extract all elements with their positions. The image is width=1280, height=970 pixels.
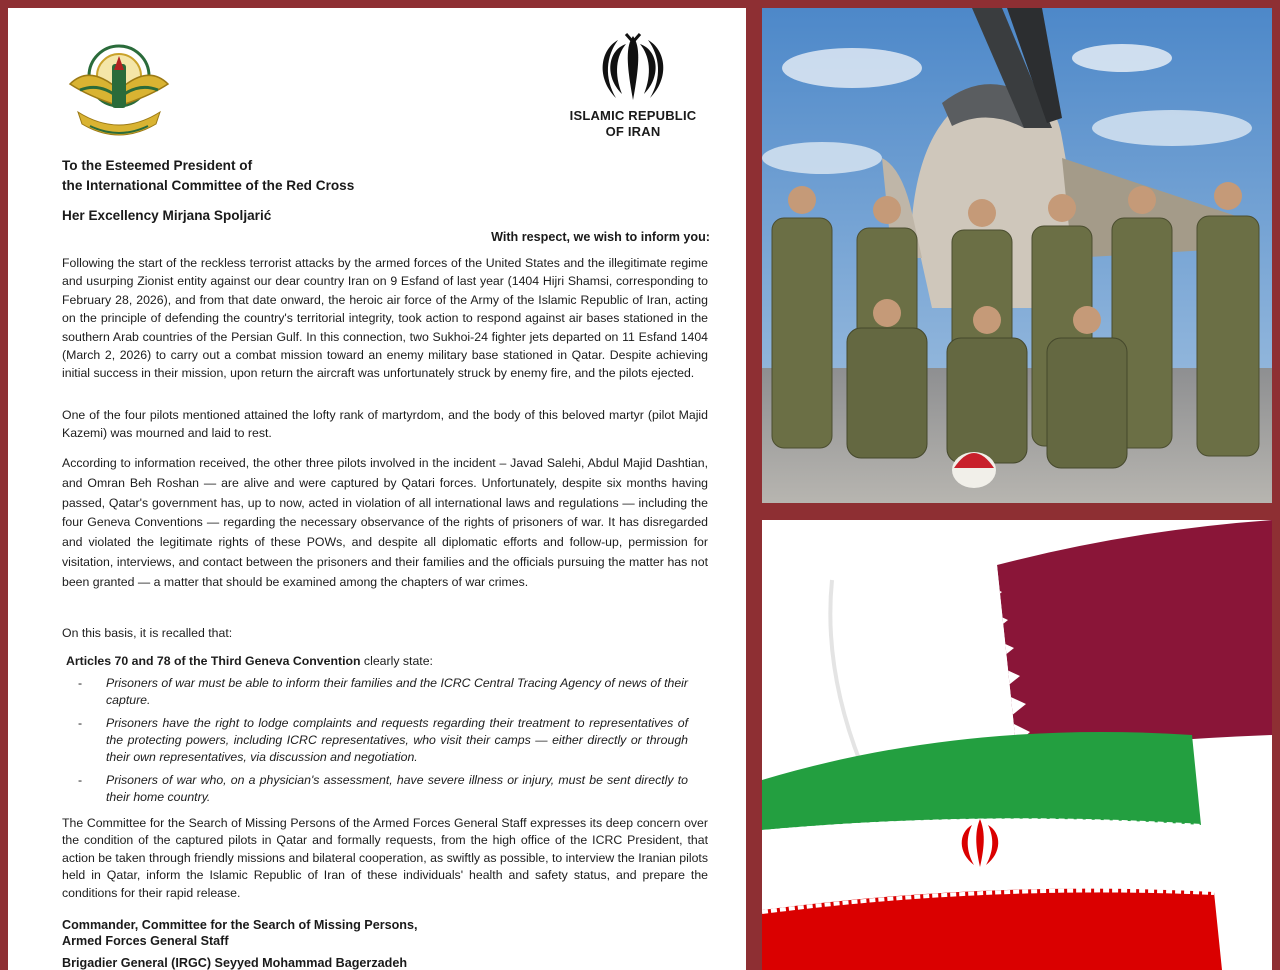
salutation: Her Excellency Mirjana Spoljarić	[62, 208, 272, 223]
flags-art	[762, 520, 1272, 970]
armed-forces-emblem-icon	[60, 34, 178, 152]
bullet-1-text: Prisoners of war must be able to inform their families and the ICRC Central Tracing Agency of news of their capture.	[106, 676, 688, 708]
recipient-line-1: To the Esteemed President of	[62, 158, 253, 173]
paragraph-5: The Committee for the Search of Missing Persons of the Armed Forces General Staff expresses its deep concern over the condition of the captured pilots in Qatar and formally requests, from the high office of the ICRC President, that action be taken through friendly missions and bilateral cooperation, as swiftly as possible, to interview the Iranian pilots held in Qatar, inform the Islamic Republic of Iran of these individuals' health and safety status, and prepare the conditions for their rapid release.	[62, 816, 708, 900]
paragraph-1: Following the start of the reckless terrorist attacks by the armed forces of the United States and the illegitimate regime and usurping Zionist entity against our dear country Iran on 9 Esfand of last year (1404 Hijri Shamsi, corresponding to February 28, 2026), and from that date onward, the heroic air force of the Army of the Islamic Republic of Iran, acting on the principle of defending the country's territorial integrity, took action to respond against air bases stationed in the southern Arab countries of the Persian Gulf. In this connection, two Sukhoi-24 fighter jets departed on 11 Esfand 1404 (March 2, 2026) to carry out a combat mission toward an enemy military base stationed in Qatar. Despite achieving initial success in their mission, upon return the aircraft was unfortunately struck by enemy fire, and the pilots ejected.	[62, 256, 708, 381]
pilot-helmet-icon	[952, 452, 996, 488]
paragraph-4: On this basis, it is recalled that:	[62, 626, 233, 640]
bullet-3	[78, 772, 688, 806]
pilots-photo-art	[762, 8, 1272, 503]
flags-image	[762, 520, 1272, 970]
bullet-3-text: Prisoners of war who, on a physician's assessment, have severe illness or injury, must be sent directly to their home country.	[106, 773, 688, 805]
iran-logo	[563, 32, 703, 140]
pilots-photo	[762, 8, 1272, 503]
recipient-line-2: the International Committee of the Red Cross	[62, 178, 355, 193]
articles-line	[66, 652, 712, 670]
iran-logo-line1: ISLAMIC REPUBLIC	[569, 108, 697, 123]
iran-emblem-icon	[596, 32, 670, 104]
articles-bold: Articles 70 and 78 of the Third Geneva Convention	[66, 654, 361, 668]
inform-line: With respect, we wish to inform you:	[491, 230, 710, 244]
iran-logo-line2: OF IRAN	[605, 124, 661, 139]
bullet-marker: -	[78, 716, 83, 730]
paragraph-2: One of the four pilots mentioned attained the lofty rank of martyrdom, and the body of this beloved martyr (pilot Majid Kazemi) was mourned and laid to rest.	[62, 408, 708, 441]
paragraph-3: According to information received, the other three pilots involved in the incident – Javad Salehi, Abdul Majid Dashtian, and Omran Beh Roshan — are alive and were captured by Qatari forces. Unfortunately, despite six months having passed, Qatar's government has, up to now, acted in violation of all international laws and regulations — including the four Geneva Conventions — regarding the necessary observance of the rights of prisoners of war. It has disregarded and violated the legitimate rights of these POWs, and despite all diplomatic efforts and follow-up, permission for visitation, interviews, and contact between the prisoners and their families and the officials pursuing the matter has not been granted — a matter that should be examined among the chapters of war crimes.	[62, 456, 708, 589]
bullet-marker: -	[78, 676, 83, 690]
signature-title-1: Commander, Committee for the Search of Missing Persons,	[62, 918, 418, 932]
bullet-2	[78, 715, 688, 767]
bullet-2-text: Prisoners have the right to lodge complaints and requests regarding their treatment to representatives of the protecting powers, including ICRC representatives, who visit their camps — either directly or through their own representatives, via discussion and negotiation.	[106, 716, 688, 765]
bullet-marker: -	[78, 773, 83, 787]
signature-name: Brigadier General (IRGC) Seyyed Mohammad Bagerzadeh	[62, 956, 408, 970]
letter-document	[8, 8, 746, 970]
iran-flag-icon	[762, 732, 1222, 970]
signature-title-2: Armed Forces General Staff	[62, 934, 229, 948]
bullet-1	[78, 675, 688, 709]
articles-rest: clearly state:	[360, 654, 433, 668]
